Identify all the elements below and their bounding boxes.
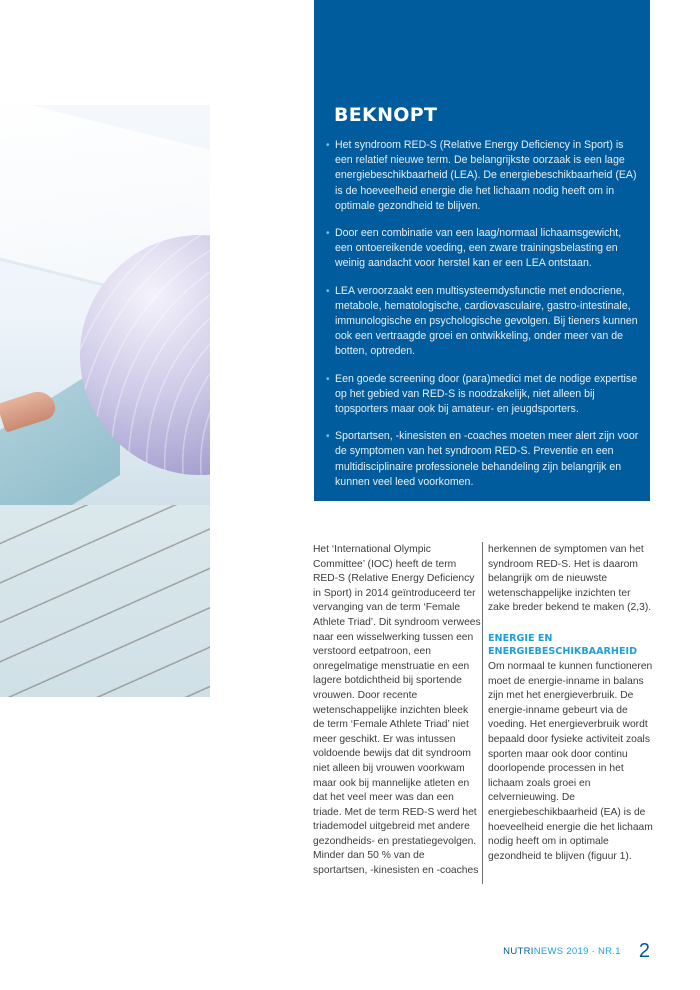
bullet-icon: • — [326, 140, 330, 151]
summary-list — [326, 138, 640, 490]
summary-item — [327, 284, 640, 360]
page-footer — [503, 940, 650, 963]
article-left-column — [313, 543, 481, 879]
column-divider — [482, 542, 483, 884]
fitness-ball-photo — [0, 105, 210, 697]
article-right-column — [488, 543, 653, 864]
summary-item — [327, 138, 640, 214]
bullet-icon: • — [326, 373, 330, 385]
bullet-icon: • — [326, 285, 330, 297]
page-number: 2 — [638, 940, 650, 962]
summary-title: BEKNOPT — [334, 104, 438, 126]
photo-wooden-floor — [0, 505, 210, 697]
section-heading: ENERGIE EN ENERGIEBESCHIKBAARHEID — [488, 632, 638, 657]
summary-box — [314, 0, 650, 501]
summary-item-text: LEA veroorzaakt een multisysteemdysfunctie met endocriene, metabole, hematologische, cardiovasculaire, gastro-intestinale, immunologische en psychologische gevolgen. Bij tieners kunnen ook een vertraagde groei en ontwikkeling, onder meer van de botten, optreden. — [335, 284, 638, 358]
summary-item — [327, 429, 640, 490]
issue-label: 2019 · NR.1 — [563, 946, 621, 957]
publication-brand — [503, 946, 621, 957]
article-paragraph: Om normaal te kunnen functioneren moet de energie-inname in balans zijn met het energieverbruik. De energie-inname gebeurt via de voeding. Het energieverbruik wordt bepaald door fysieke activiteit zoals sporten maar ook door continu doorlopende processen in het lichaam zoals groei en celvernieuwing. De energiebeschikbaarheid (EA) is de hoeveelheid energie die het lichaam nodig heeft om in optimale gezondheid te blijven (figuur 1). — [488, 660, 653, 862]
bullet-icon: • — [326, 228, 330, 240]
summary-item-text: Een goede screening door (para)medici met de nodige expertise op het gebied van RED-S is noodzakelijk, niet alleen bij topsporters maar ook bij amateur- en jeugdsporters. — [335, 372, 638, 416]
summary-item-text: Sportartsen, -kinesisten en -coaches moeten meer alert zijn voor de symptomen van het syndroom RED-S. Preventie en een multidisciplinaire professionele behandeling zijn belangrijk en kunnen veel leed voorkomen. — [335, 430, 639, 488]
summary-item — [327, 372, 640, 418]
summary-item — [327, 226, 640, 272]
article-paragraph: Het ‘International Olympic Committee’ (IOC) heeft de term RED-S (Relative Energy Deficiency in Sport) in 2014 geïntroduceerd ter vervanging van de term ‘Female Athlete Triad’. Dit syndroom verwees naar een wisselwerking tussen een verstoord eetpatroon, een onregelmatige menstruatie en een lagere botdichtheid bij sportende vrouwen. Door recente wetenschappelijke inzichten bleek de term ‘Female Athlete Triad’ niet meer geschikt. Er was intussen voldoende bewijs dat dit syndroom niet alleen bij vrouwen voorkwam maar ook bij mannelijke atleten en dat het veel meer was dan een triade. Met de term RED-S werd het triademodel uitgebreid met andere gezondheids- en prestatiegevolgen. — [313, 544, 481, 847]
article-paragraph: Minder dan 50 % van de sportartsen, -kinesisten en -coaches — [313, 850, 479, 877]
brand-nutri: NUTRI — [503, 946, 534, 957]
brand-news: NEWS — [533, 946, 564, 957]
summary-item-text: Door een combinatie van een laag/normaal lichaamsgewicht, een ontoereikende voeding, een zware trainingsbelasting en weinig aandacht voor herstel kan er een LEA ontstaan. — [335, 227, 622, 270]
bullet-icon: • — [326, 431, 330, 443]
article-paragraph: herkennen de symptomen van het syndroom RED-S. Het is daarom belangrijk om de nieuwste wetenschappelijke inzichten ter zake breder bekend te maken (2,3). — [488, 544, 652, 614]
summary-item-text: Het syndroom RED-S (Relative Energy Deficiency in Sport) is een relatief nieuwe term. De belangrijkste oorzaak is een lage energiebeschikbaarheid (LEA). De energiebeschikbaarheid (EA) is de hoeveelheid energie die het lichaam nodig heeft om in optimale gezondheid te blijven. — [335, 139, 637, 212]
